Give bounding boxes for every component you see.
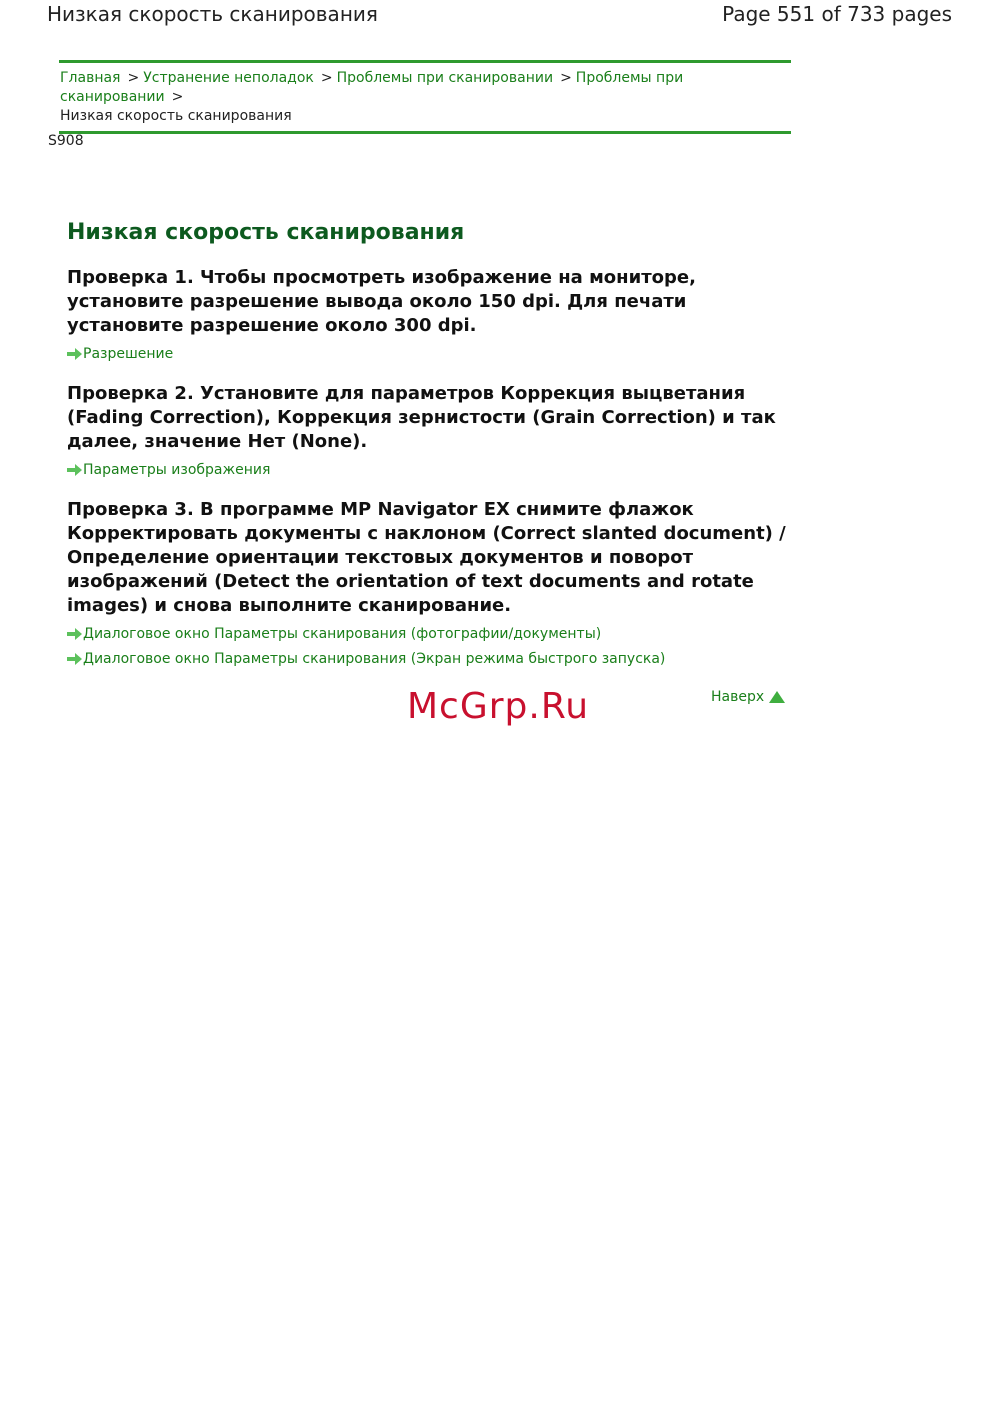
check-2-text: Проверка 2. Установите для параметров Коррекция выцветания (Fading Correction), Коррекция зернистости (Grain Correction) и так далее, значение Нет (None). bbox=[67, 383, 776, 452]
breadcrumb-home[interactable]: Главная bbox=[60, 70, 121, 86]
link-resolution[interactable] bbox=[67, 346, 173, 362]
link-scan-settings-quick-start[interactable] bbox=[67, 651, 665, 667]
arrow-right-icon bbox=[67, 628, 82, 640]
arrow-right-icon bbox=[67, 653, 82, 665]
triangle-up-icon bbox=[769, 691, 785, 703]
arrow-right-icon bbox=[67, 464, 82, 476]
link-image-settings[interactable] bbox=[67, 462, 270, 478]
breadcrumb-separator: > bbox=[560, 70, 572, 86]
page-code: S908 bbox=[48, 133, 84, 149]
check-1-text: Проверка 1. Чтобы просмотреть изображение на мониторе, установите разрешение вывода около 150 dpi. Для печати установите разрешение около 300 dpi. bbox=[67, 267, 696, 336]
page-title: Низкая скорость сканирования bbox=[67, 220, 465, 245]
breadcrumb-scanning-problems-2[interactable]: Проблемы при сканировании bbox=[60, 70, 684, 105]
breadcrumb bbox=[59, 60, 791, 134]
breadcrumb-separator: > bbox=[127, 70, 140, 86]
breadcrumb-current: Низкая скорость сканирования bbox=[60, 108, 292, 124]
breadcrumb-separator: > bbox=[320, 70, 333, 86]
check-3-text: Проверка 3. В программе MP Navigator EX снимите флажок Корректировать документы с наклоном (Correct slanted document) / Определение ориентации текстовых документов и поворот изображений (Detect the orientation of text documents and rotate images) и снова выполните сканирование. bbox=[67, 499, 786, 616]
breadcrumb-scanning-problems[interactable]: Проблемы при сканировании bbox=[336, 70, 554, 86]
watermark-logo: McGrp.Ru bbox=[407, 686, 590, 727]
breadcrumb-separator: > bbox=[171, 89, 184, 105]
breadcrumb-troubleshooting[interactable]: Устранение неполадок bbox=[143, 70, 314, 86]
back-to-top-label[interactable]: Наверх bbox=[711, 689, 765, 705]
link-label[interactable]: Диалоговое окно Параметры сканирования (фотографии/документы) bbox=[83, 626, 602, 642]
link-scan-settings-photo-docs[interactable] bbox=[67, 626, 601, 642]
link-label[interactable]: Параметры изображения bbox=[83, 462, 271, 478]
arrow-right-icon bbox=[67, 348, 82, 360]
page-counter: Page 551 of 733 pages bbox=[722, 2, 952, 26]
link-label[interactable]: Разрешение bbox=[83, 346, 174, 362]
link-label[interactable]: Диалоговое окно Параметры сканирования (Экран режима быстрого запуска) bbox=[83, 651, 666, 667]
header-title: Низкая скорость сканирования bbox=[47, 2, 378, 26]
back-to-top-link[interactable] bbox=[711, 689, 785, 705]
